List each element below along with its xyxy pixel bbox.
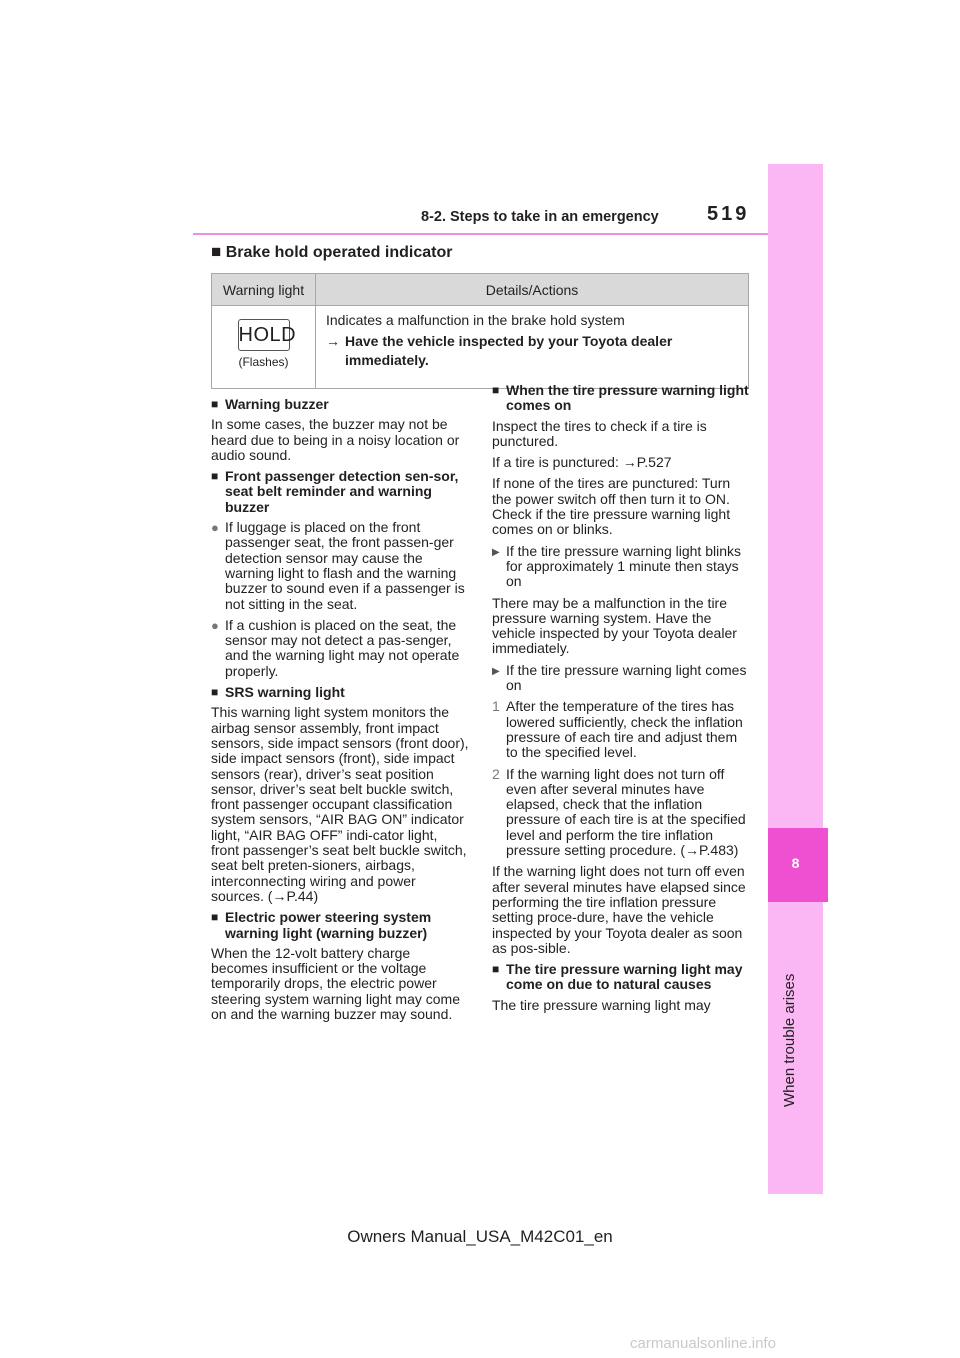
heading-warning-buzzer: ■ Warning buzzer xyxy=(211,397,469,412)
step-number: 1 xyxy=(492,698,500,715)
bullet-item xyxy=(211,618,469,679)
footer-text: Owners Manual_USA_M42C01_en xyxy=(347,1227,613,1246)
right-column xyxy=(492,383,752,1019)
detail-text: Indicates a malfunction in the brake hold system xyxy=(326,312,625,328)
left-column xyxy=(211,397,469,1028)
chapter-label: When trouble arises xyxy=(781,973,798,1107)
arrow-icon: → xyxy=(326,333,340,349)
icon-caption: (Flashes) xyxy=(238,355,289,369)
detail-action-text: Have the vehicle inspected by your Toyota dealer immediately. xyxy=(345,333,673,368)
condition-text: If the tire pressure warning light comes on xyxy=(506,661,747,694)
bullet-text: If a cushion is placed on the seat, the sensor may not detect a pas-senger, and the warning light may not operate properly. xyxy=(225,616,460,679)
section-title: 8-2. Steps to take in an emergency xyxy=(421,209,659,225)
paragraph: When the 12-volt battery charge becomes insufficient or the voltage temporarily drops, the electric power steering system warning light may come on and the warning buzzer may sound. xyxy=(211,944,460,1022)
brake-hold-heading xyxy=(211,242,452,262)
square-bullet-icon: ■ xyxy=(211,242,222,261)
paragraph: There may be a malfunction in the tire pressure warning system. Have the vehicle inspected by your Toyota dealer immediately. xyxy=(492,594,737,657)
heading-tire-pressure-comes-on: ■ When the tire pressure warning light comes on xyxy=(492,383,752,414)
triangle-bullet-icon: ▶ xyxy=(492,665,500,677)
paragraph: Inspect the tires to check if a tire is punctured. xyxy=(492,417,707,449)
paragraph: The tire pressure warning light may xyxy=(492,996,711,1013)
brake-hold-heading-text: Brake hold operated indicator xyxy=(225,244,453,261)
condition-item xyxy=(492,544,752,590)
header-rule xyxy=(193,233,769,235)
watermark: carmanualsonline.info xyxy=(630,1335,776,1352)
table-header-row xyxy=(212,274,749,306)
circle-bullet-icon: ● xyxy=(211,520,219,536)
heading-front-passenger-detection: ■ Front passenger detection sen-sor, seat belt reminder and warning buzzer xyxy=(211,469,469,515)
bullet-item xyxy=(211,520,469,612)
bullet-text: If luggage is placed on the front passenger seat, the front passen-ger detection sensor may cause the warning light to flash and the warning buzzer to sound even if a passenger is not sitting in the seat. xyxy=(225,519,465,612)
details-cell xyxy=(316,306,749,389)
circle-bullet-icon: ● xyxy=(211,617,219,633)
col-header-details: Details/Actions xyxy=(316,274,749,306)
step-number: 2 xyxy=(492,765,500,782)
heading-tire-pressure-natural-causes: ■ The tire pressure warning light may come on due to natural causes xyxy=(492,962,752,993)
warning-light-table xyxy=(211,273,749,389)
heading-srs-warning-light: ■ SRS warning light xyxy=(211,685,469,700)
step-text: After the temperature of the tires has lowered sufficiently, check the inflation pressure of each tire and adjust them to the specified level. xyxy=(506,698,743,761)
step-item xyxy=(492,767,752,859)
table-row xyxy=(212,306,749,389)
chapter-label-container xyxy=(779,900,809,1112)
detail-action xyxy=(326,332,740,370)
heading-eps-warning-light: ■ Electric power steering system warning light (warning buzzer) xyxy=(211,910,469,941)
condition-text: If the tire pressure warning light blinks for approximately 1 minute then stays on xyxy=(506,542,741,590)
paragraph: This warning light system monitors the airbag sensor assembly, front impact sensors, side impact sensors (front door), side impact sensors (front), side impact sensors (rear), driver’s seat position sensor, driver’s seat belt buckle switch, front passenger occupant classification system sensors, “AIR BAG ON” indicator light, “AIR BAG OFF” indi-cator light, front passenger’s seat belt buckle switch, seat belt preten-sioners, airbags, interconnecting wiring and power sources. (→P.44) xyxy=(211,704,469,904)
page-number: 519 xyxy=(707,203,750,225)
paragraph: If none of the tires are punctured: Turn the power switch off then turn it to ON. Check if the tire pressure warning light comes on or blinks. xyxy=(492,475,731,538)
paragraph: If the warning light does not turn off even after several minutes have elapsed since performing the tire inflation pressure setting proce-dure, have the vehicle inspected by your Toyota dealer as soon as pos-sible. xyxy=(492,863,746,956)
condition-item xyxy=(492,663,752,694)
chapter-number: 8 xyxy=(791,855,800,871)
triangle-bullet-icon: ▶ xyxy=(492,546,500,558)
paragraph: In some cases, the buzzer may not be heard due to being in a noisy location or audio sound. xyxy=(211,416,460,463)
brake-hold-indicator-icon: HOLD xyxy=(238,319,290,351)
step-text: If the warning light does not turn off even after several minutes have elapsed, check that the inflation pressure of each tire is at the specified level and perform the tire inflation pressure setting procedure. (→P.483) xyxy=(506,765,746,859)
col-header-warning-light: Warning light xyxy=(212,274,316,306)
warning-light-cell xyxy=(212,306,316,389)
column-divider xyxy=(211,388,468,389)
step-item xyxy=(492,699,752,760)
paragraph: If a tire is punctured: →P.527 xyxy=(492,454,672,471)
